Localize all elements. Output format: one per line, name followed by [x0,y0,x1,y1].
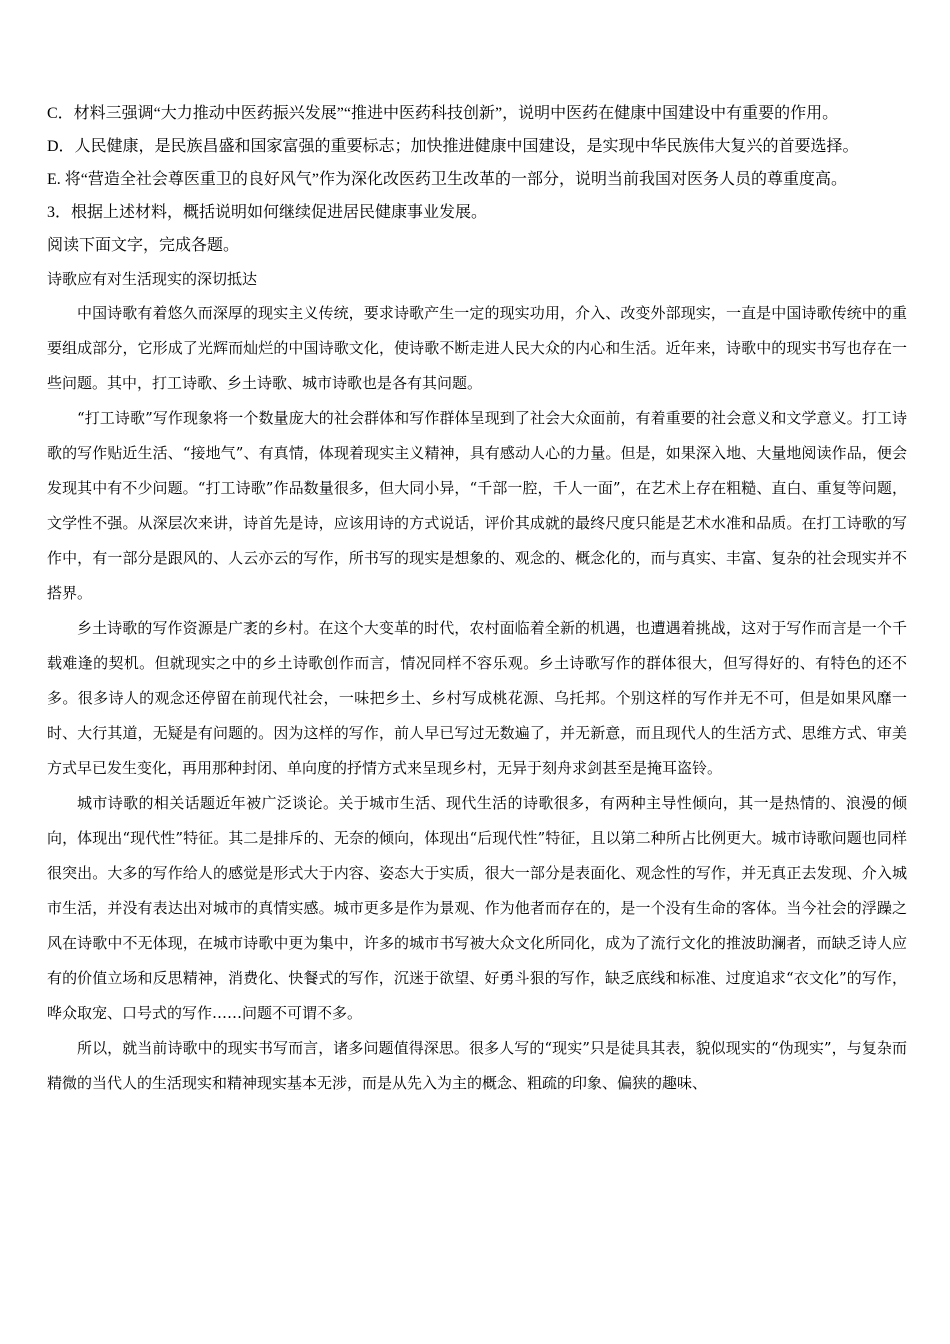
article-paragraph-1: 中国诗歌有着悠久而深厚的现实主义传统，要求诗歌产生一定的现实功用，介入、改变外部现实，一直是中国诗歌传统中的重要组成部分，它形成了光辉而灿烂的中国诗歌文化，使诗歌不断走进人民大众的内心和生活。近年来，诗歌中的现实书写也存在一些问题。其中，打工诗歌、乡土诗歌、城市诗歌也是各有其问题。 [47,304,907,392]
article-paragraph-2: “打工诗歌”写作现象将一个数量庞大的社会群体和写作群体呈现到了社会大众面前，有着重要的社会意义和文学意义。打工诗歌的写作贴近生活、“接地气”、有真情，体现着现实主义精神，具有感动人心的力量。但是，如果深入地、大量地阅读作品，便会发现其中有不少问题。“打工诗歌”作品数量很多，但大同小异，“千部一腔，千人一面”，在艺术上存在粗糙、直白、重复等问题，文学性不强。从深层次来讲，诗首先是诗，应该用诗的方式说话，评价其成就的最终尺度只能是艺术水准和品质。在打工诗歌的写作中，有一部分是跟风的、人云亦云的写作，所书写的现实是想象的、观念的、概念化的，而与真实、丰富、复杂的社会现实并不搭界。 [47,409,907,602]
article-paragraph-4: 城市诗歌的相关话题近年被广泛谈论。关于城市生活、现代生活的诗歌很多，有两种主导性倾向，其一是热情的、浪漫的倾向，体现出“现代性”特征。其二是排斥的、无奈的倾向，体现出“后现代性”特征，且以第二种所占比例更大。城市诗歌问题也同样很突出。大多的写作给人的感觉是形式大于内容、姿态大于实质，很大一部分是表面化、观念性的写作，并无真正去发现、介入城市生活，并没有表达出对城市的真情实感。城市更多是作为景观、作为他者而存在的，是一个没有生命的客体。当今社会的浮躁之风在诗歌中不无体现，在城市诗歌中更为集中，许多的城市书写被大众文化所同化，成为了流行文化的推波助澜者，而缺乏诗人应有的价值立场和反思精神，消费化、快餐式的写作，沉迷于欲望、好勇斗狠的写作，缺乏底线和标准、过度追求“衣文化”的写作，哗众取宠、口号式的写作……问题不可谓不多。 [47,794,907,1022]
option-d: D．人民健康，是民族昌盛和国家富强的重要标志；加快推进健康中国建设，是实现中华民族伟大复兴的首要选择。 [47,138,859,155]
reading-instruction: 阅读下面文字，完成各题。 [47,237,240,254]
option-c: C．材料三强调“大力推动中医药振兴发展”“推进中医药科技创新”，说明中医药在健康中国建设中有重要的作用。 [47,105,839,122]
article-title: 诗歌应有对生活现实的深切抵达 [47,270,258,288]
option-e: E. 将“营造全社会尊医重卫的良好风气”作为深化改医药卫生改革的一部分，说明当前我国对医务人员的尊重度高。 [47,171,847,188]
question-3: 3．根据上述材料，概括说明如何继续促进居民健康事业发展。 [47,204,488,221]
article-paragraph-5: 所以，就当前诗歌中的现实书写而言，诸多问题值得深思。很多人写的“现实”只是徒具其表，貌似现实的“伪现实”，与复杂而精微的当代人的生活现实和精神现实基本无涉，而是从先入为主的概念、粗疏的印象、偏狭的趣味、 [47,1039,907,1092]
article-paragraph-3: 乡土诗歌的写作资源是广袤的乡村。在这个大变革的时代，农村面临着全新的机遇，也遭遇着挑战，这对于写作而言是一个千载难逢的契机。但就现实之中的乡土诗歌创作而言，情况同样不容乐观。乡土诗歌写作的群体很大，但写得好的、有特色的还不多。很多诗人的观念还停留在前现代社会，一味把乡土、乡村写成桃花源、乌托邦。个别这样的写作并无不可，但是如果风靡一时、大行其道，无疑是有问题的。因为这样的写作，前人早已写过无数遍了，并无新意，而且现代人的生活方式、思维方式、审美方式早已发生变化，再用那种封闭、单向度的抒情方式来呈现乡村，无异于刻舟求剑甚至是掩耳盗铃。 [47,619,907,777]
document-page [47,97,907,1101]
